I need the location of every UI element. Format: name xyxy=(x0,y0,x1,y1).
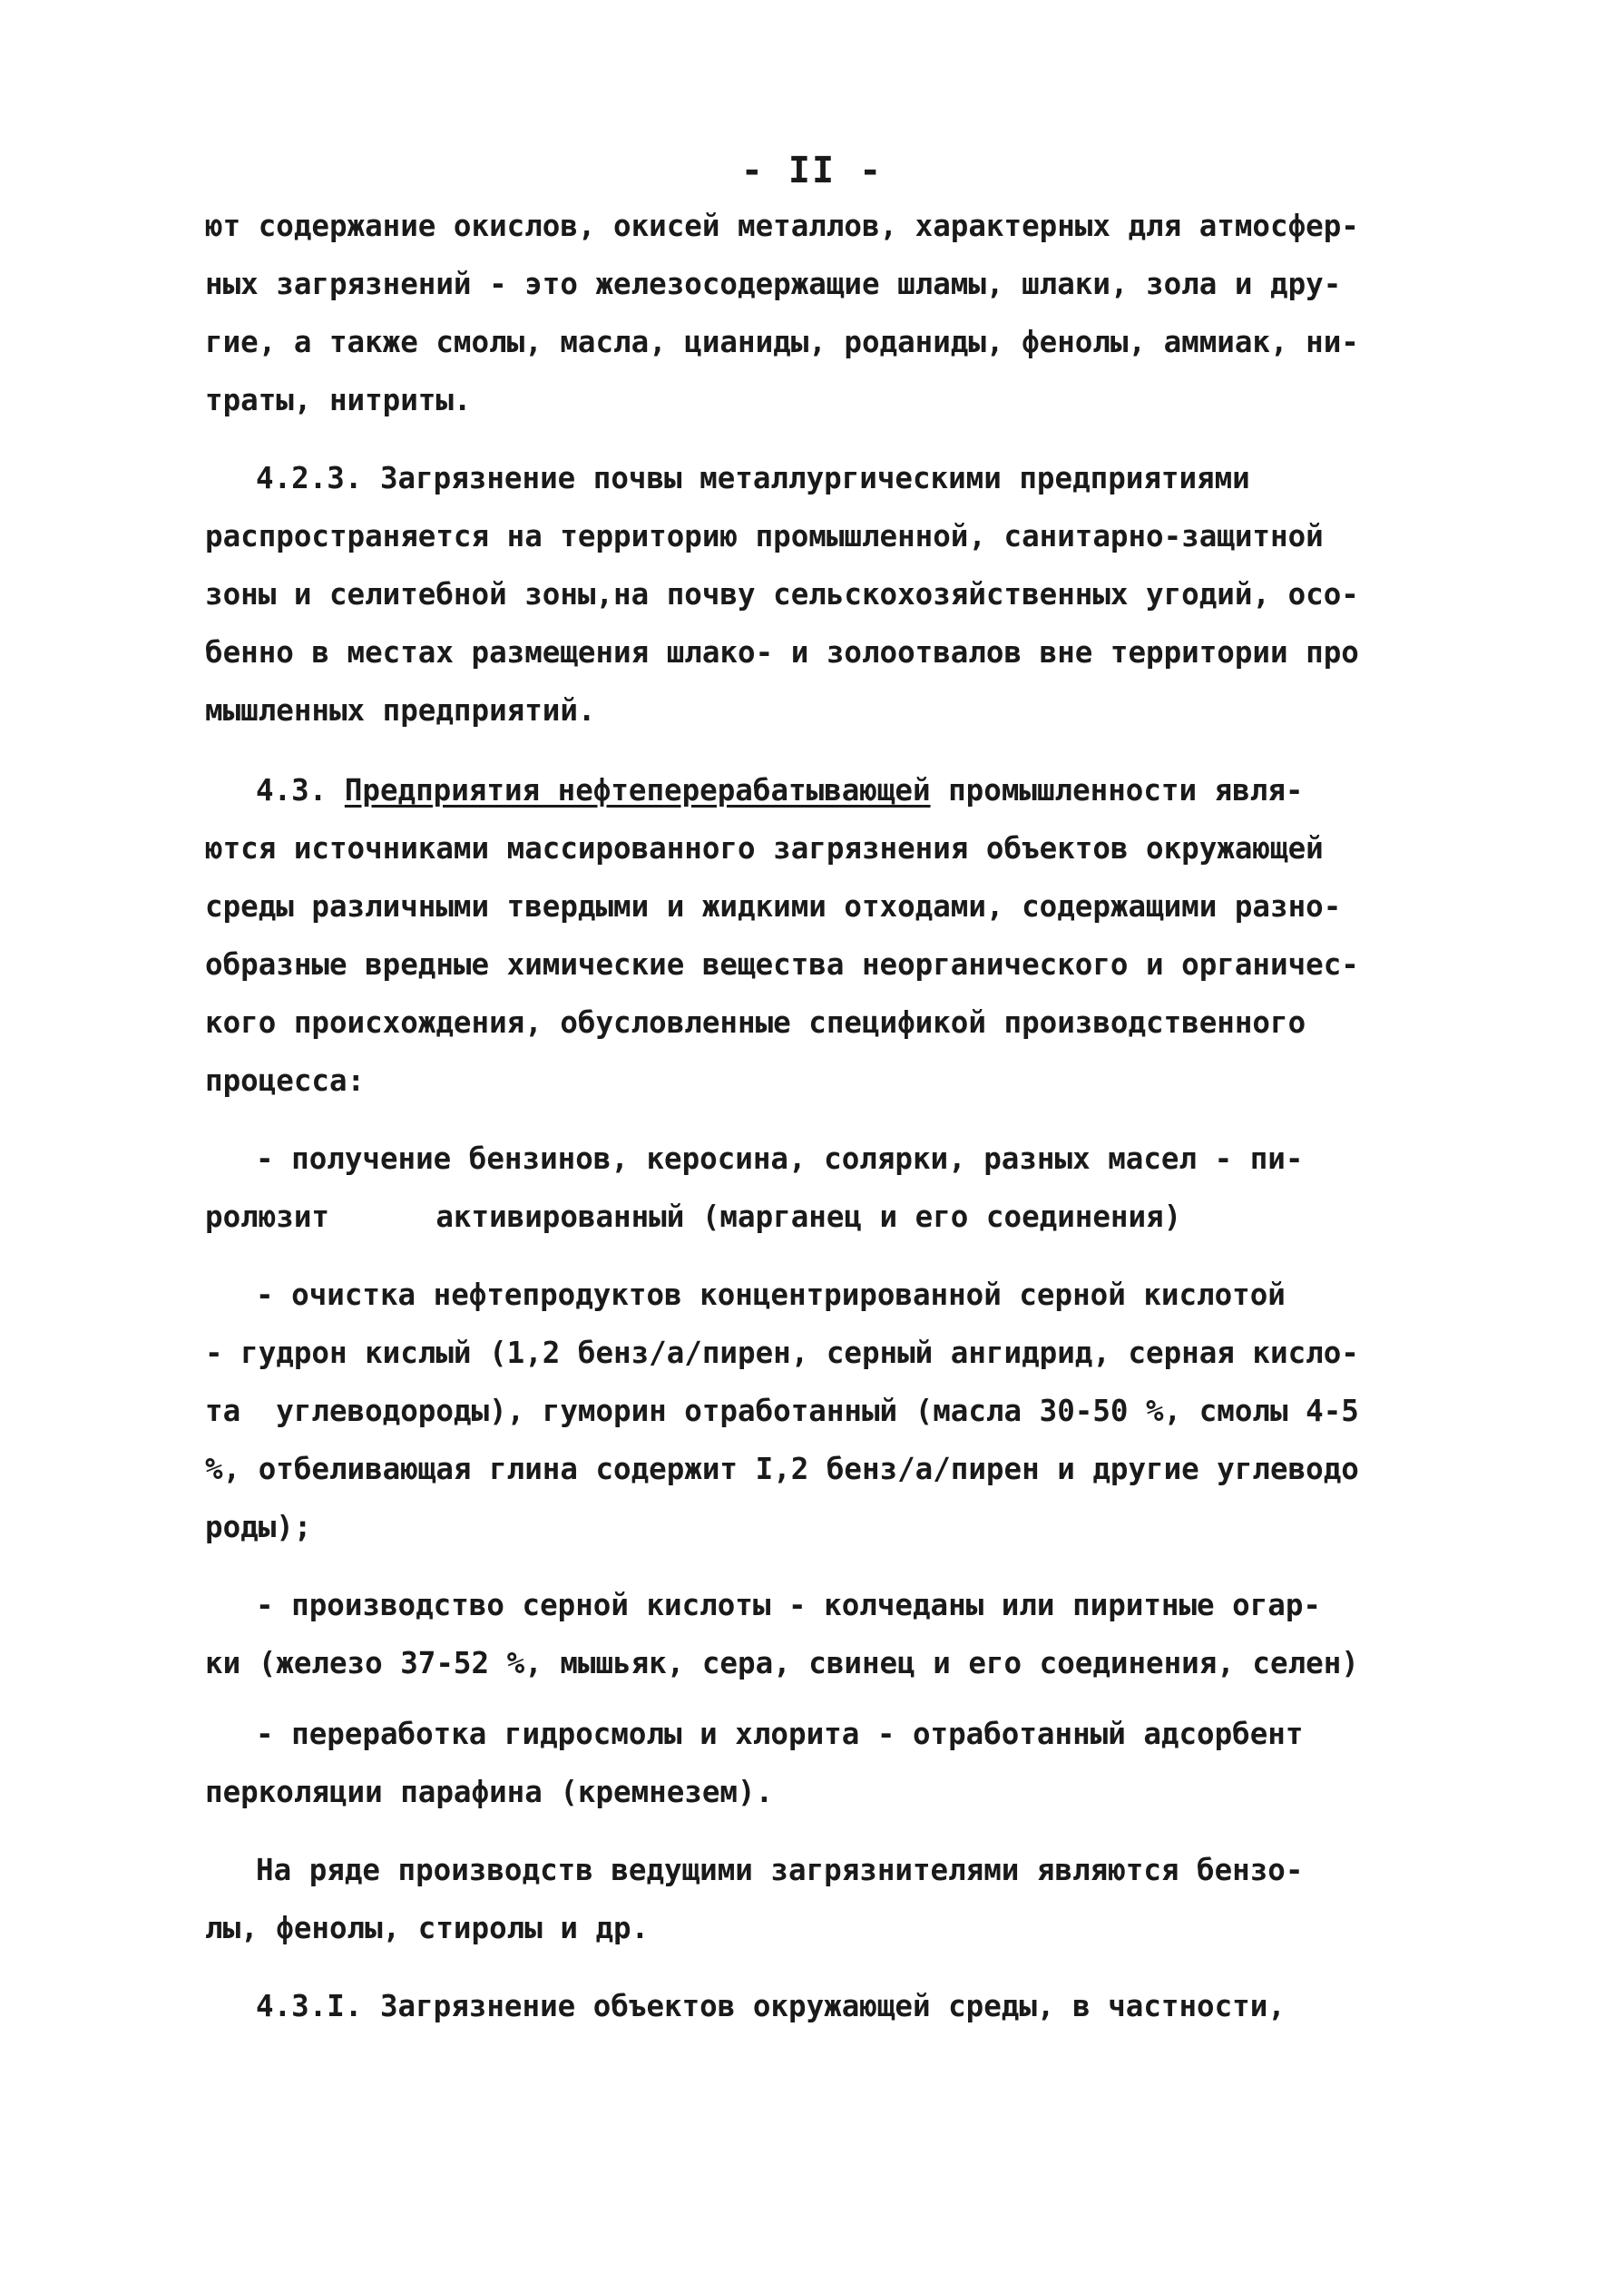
list-item-2-line-1: - очистка нефтепродуктов концентрированной серной кислотой xyxy=(256,1278,1286,1312)
list-item-3-line-2: ки (железо 37-52 %, мышьяк, сера, свинец и его соединения, селен) xyxy=(205,1646,1359,1680)
text-line-3: гие, а также смолы, масла, цианиды, роданиды, фенолы, аммиак, ни- xyxy=(205,325,1359,359)
list-item-2-line-4: %, отбеливающая глина содержит I,2 бенз/а/пирен и другие углеводо xyxy=(205,1452,1359,1486)
paragraph-4-3-line-1 xyxy=(256,772,1303,808)
paragraph-4-3-1-line-1: 4.3.I. Загрязнение объектов окружающей среды, в частности, xyxy=(256,1989,1286,2023)
text-line-1: ют содержание окислов, окисей металлов, характерных для атмосфер- xyxy=(205,209,1359,243)
list-item-1-line-2: ролюзит активированный (марганец и его соединения) xyxy=(205,1200,1182,1234)
list-item-3-line-1: - производство серной кислоты - колчеданы или пиритные огар- xyxy=(256,1588,1321,1622)
paragraph-leading-pollutants-line-1: На ряде производств ведущими загрязнителями являются бензо- xyxy=(256,1853,1304,1887)
underlined-heading: Предприятия нефтеперерабатывающей xyxy=(344,773,931,808)
paragraph-4-2-3-line-1: 4.2.3. Загрязнение почвы металлургическими предприятиями xyxy=(256,461,1250,495)
paragraph-4-3-line-2: ются источниками массированного загрязнения объектов окружающей xyxy=(205,831,1324,866)
text-line-4: траты, нитриты. xyxy=(205,383,472,417)
paragraph-4-2-3-line-3: зоны и селитебной зоны,на почву сельскохозяйственных угодий, осо- xyxy=(205,577,1359,612)
paragraph-4-3-line-6: процесса: xyxy=(205,1063,366,1098)
paragraph-4-2-3-line-2: распространяется на территорию промышленной, санитарно-защитной xyxy=(205,519,1324,553)
page-number: - II - xyxy=(740,150,884,191)
list-item-1-line-1: - получение бензинов, керосина, солярки, разных масел - пи- xyxy=(256,1141,1304,1176)
paragraph-4-3-line-3: среды различными твердыми и жидкими отходами, содержащими разно- xyxy=(205,889,1342,924)
list-item-4-line-2: перколяции парафина (кремнезем). xyxy=(205,1775,774,1809)
paragraph-4-2-3-line-5: мышленных предприятий. xyxy=(205,693,596,728)
paragraph-4-3-line-4: образные вредные химические вещества неорганического и органичес- xyxy=(205,947,1359,982)
paragraph-4-3-line-5: кого происхождения, обусловленные спецификой производственного xyxy=(205,1005,1306,1040)
list-item-4-line-1: - переработка гидросмолы и хлорита - отработанный адсорбент xyxy=(256,1717,1304,1751)
list-item-2-line-5: роды); xyxy=(205,1510,312,1544)
paragraph-leading-pollutants-line-2: лы, фенолы, стиролы и др. xyxy=(205,1911,650,1945)
heading-continuation: промышленности явля- xyxy=(930,773,1304,808)
list-item-2-line-2: - гудрон кислый (1,2 бенз/а/пирен, серный ангидрид, серная кисло- xyxy=(205,1336,1359,1370)
list-item-2-line-3: та углеводороды), гуморин отработанный (масла 30-50 %, смолы 4-5 xyxy=(205,1394,1359,1428)
paragraph-4-2-3-line-4: бенно в местах размещения шлако- и золоотвалов вне территории про xyxy=(205,635,1359,670)
text-line-2: ных загрязнений - это железосодержащие шламы, шлаки, зола и дру- xyxy=(205,267,1342,301)
section-number: 4.3. xyxy=(256,773,345,808)
